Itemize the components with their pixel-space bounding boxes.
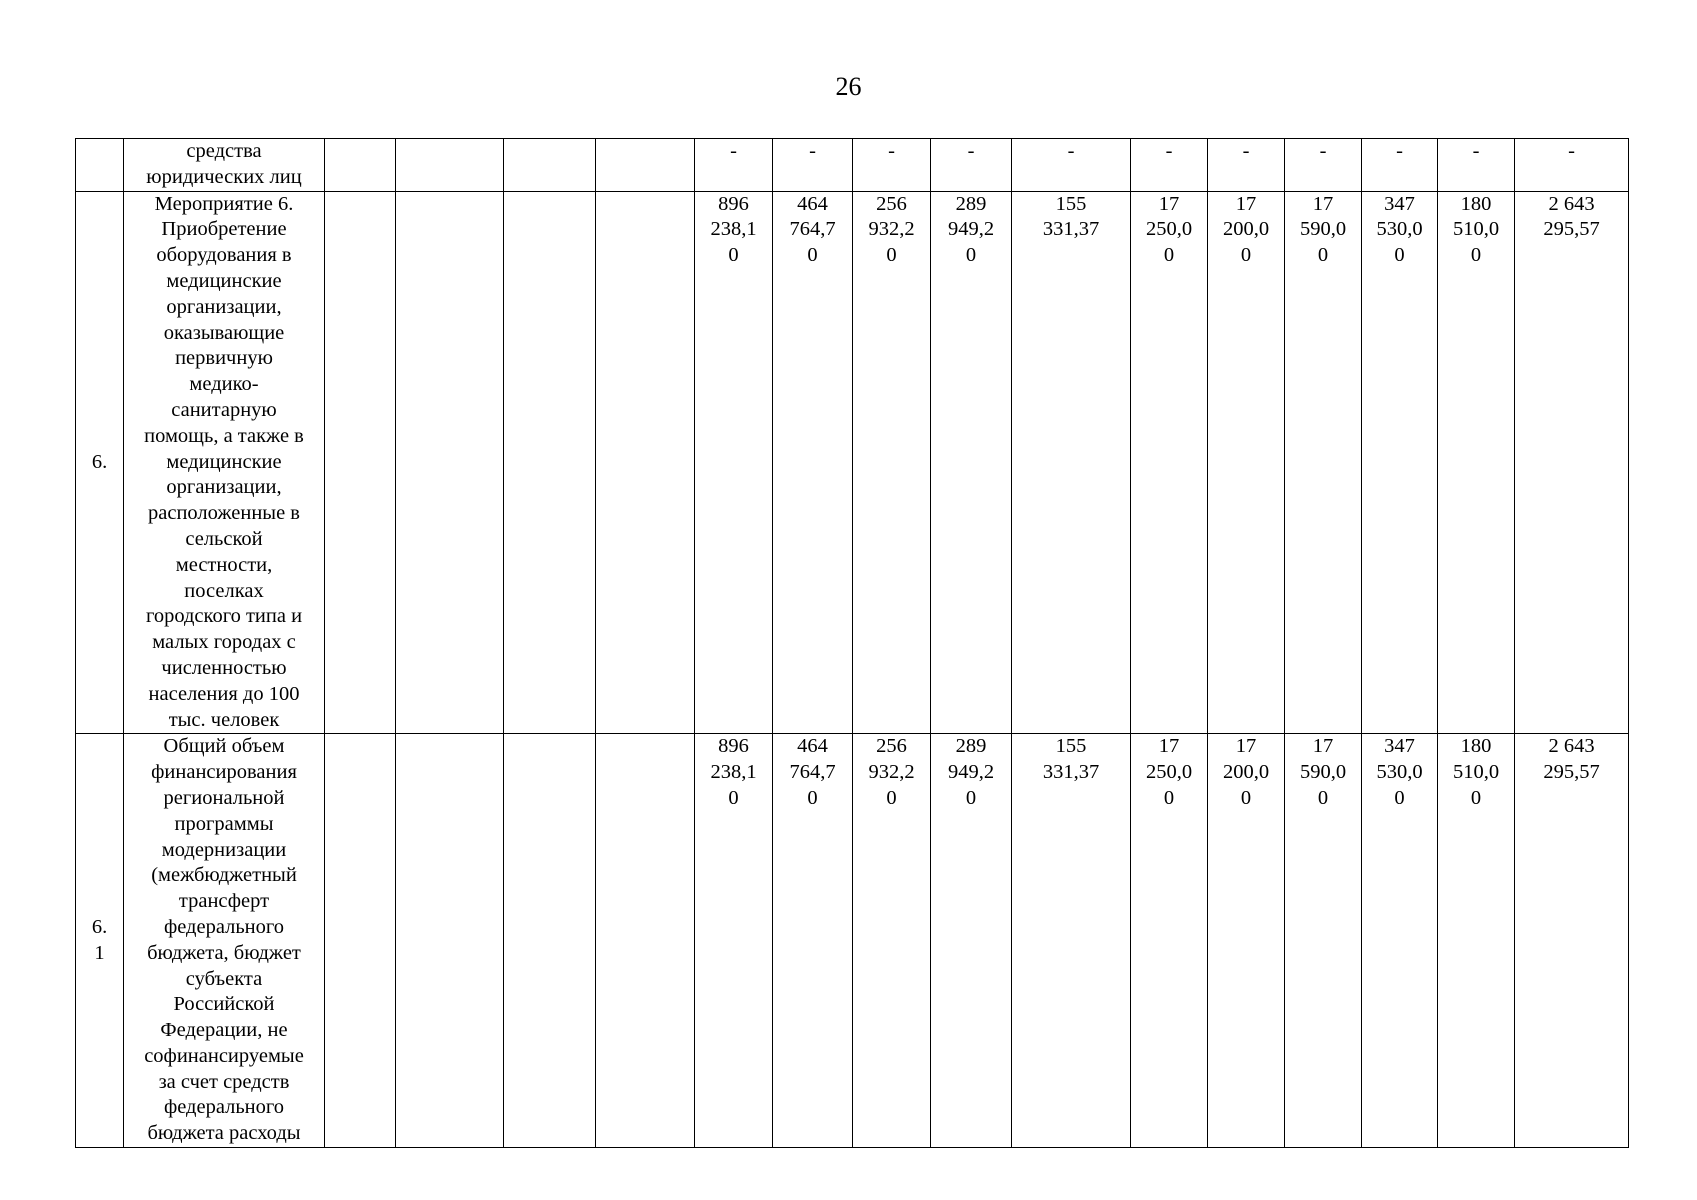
cell-line: 0: [965, 786, 977, 809]
cell-line: федерального: [163, 915, 285, 938]
cell-line: 0: [1163, 244, 1175, 267]
empty-cell: [504, 191, 596, 734]
value-cell: [931, 734, 1012, 1148]
cell-line: 896: [718, 735, 749, 758]
cell-line: 17: [1312, 735, 1334, 758]
cell-line: софинансируемые: [144, 1044, 304, 1067]
cell-line: 0: [1470, 244, 1482, 267]
cell-line: санитарную: [171, 398, 277, 421]
cell-line: 0: [1163, 786, 1175, 809]
table-row: [76, 191, 1629, 734]
value-cell: [695, 734, 773, 1148]
cell-line: медицинские: [166, 450, 282, 473]
cell-line: 17: [1235, 192, 1257, 215]
cell-line: городского типа и: [145, 605, 303, 628]
cell-line: оборудования в: [156, 244, 292, 267]
cell-line: -: [809, 140, 816, 162]
empty-cell: [325, 191, 396, 734]
cell-line: 0: [1394, 244, 1405, 267]
value-cell: [1208, 191, 1285, 734]
cell-line: 331,37: [1042, 218, 1100, 241]
cell-line: -: [1472, 140, 1480, 162]
cell-line: юридических лиц: [146, 165, 302, 188]
cell-line: субъекта: [185, 967, 263, 990]
value-cell: [1285, 191, 1362, 734]
cell-line: программы: [174, 812, 274, 835]
cell-line: 590,0: [1299, 761, 1347, 784]
cell-line: -: [1165, 140, 1173, 162]
cell-line: 0: [1470, 786, 1482, 809]
cell-line: средства: [186, 140, 262, 162]
cell-line: 0: [886, 244, 897, 267]
cell-line: 6.: [91, 915, 108, 938]
cell-line: 155: [1055, 735, 1087, 758]
cell-line: Российской: [173, 993, 275, 1016]
cell-line: Общий объем: [163, 735, 285, 758]
empty-cell: [396, 191, 504, 734]
empty-cell: [596, 191, 695, 734]
cell-line: 590,0: [1299, 218, 1347, 241]
cell-line: оказывающие: [163, 321, 285, 344]
value-cell: [1438, 191, 1515, 734]
value-cell: [1208, 734, 1285, 1148]
cell-line: финансирования: [151, 761, 297, 784]
value-cell: [773, 734, 853, 1148]
cell-line: 0: [965, 244, 977, 267]
row-name-cell: [124, 734, 325, 1148]
cell-line: -: [1319, 140, 1327, 162]
cell-line: первичную: [175, 347, 273, 370]
cell-line: сельской: [185, 527, 263, 550]
table-row: [76, 139, 1629, 192]
cell-line: 932,2: [868, 218, 915, 241]
value-cell: [853, 191, 931, 734]
cell-line: -: [888, 140, 895, 162]
budget-table: [75, 138, 1629, 1148]
value-cell: [1438, 139, 1515, 192]
value-cell: [1285, 734, 1362, 1148]
cell-line: 764,7: [789, 218, 836, 241]
value-cell: [1362, 139, 1438, 192]
cell-line: 764,7: [789, 761, 836, 784]
value-cell: [695, 191, 773, 734]
cell-line: 17: [1235, 735, 1257, 758]
cell-line: местности,: [175, 553, 273, 576]
value-cell: [1515, 139, 1629, 192]
value-cell: [1362, 734, 1438, 1148]
cell-line: 1: [94, 941, 105, 964]
cell-line: -: [730, 140, 737, 162]
cell-line: помощь, а также в: [144, 424, 304, 447]
cell-line: трансферт: [178, 890, 270, 913]
cell-line: 0: [807, 786, 818, 809]
cell-line: 932,2: [868, 761, 915, 784]
cell-line: 155: [1055, 192, 1087, 215]
value-cell: [853, 734, 931, 1148]
value-cell: [1208, 139, 1285, 192]
cell-line: 17: [1158, 192, 1180, 215]
cell-line: 0: [886, 786, 897, 809]
cell-line: 238,1: [710, 761, 757, 784]
value-cell: [773, 191, 853, 734]
value-cell: [695, 139, 773, 192]
cell-line: (межбюджетный: [151, 864, 297, 887]
cell-line: 200,0: [1222, 218, 1270, 241]
cell-line: 0: [1240, 786, 1252, 809]
value-cell: [1012, 734, 1131, 1148]
cell-line: Федерации, не: [160, 1019, 288, 1042]
cell-line: 464: [797, 192, 828, 215]
value-cell: [1131, 191, 1208, 734]
cell-line: -: [1568, 140, 1575, 162]
cell-line: 17: [1158, 735, 1180, 758]
cell-line: модернизации: [161, 838, 287, 861]
cell-line: 0: [728, 786, 739, 809]
cell-line: региональной: [163, 786, 285, 809]
cell-line: 0: [1240, 244, 1252, 267]
cell-line: 289: [955, 735, 987, 758]
cell-line: 0: [728, 244, 739, 267]
cell-line: 530,0: [1376, 761, 1423, 784]
cell-line: медицинские: [166, 269, 282, 292]
cell-line: 510,0: [1452, 218, 1500, 241]
value-cell: [853, 139, 931, 192]
value-cell: [1131, 734, 1208, 1148]
value-cell: [1515, 734, 1629, 1148]
cell-line: медико-: [189, 373, 259, 396]
cell-line: 510,0: [1452, 761, 1500, 784]
cell-line: -: [1242, 140, 1250, 162]
cell-line: 295,57: [1543, 218, 1600, 241]
page-number: 26: [835, 72, 862, 101]
empty-cell: [325, 734, 396, 1148]
cell-line: населения до 100: [148, 682, 300, 705]
row-number-cell: [76, 191, 124, 734]
table-row: [76, 734, 1629, 1148]
value-cell: [1012, 191, 1131, 734]
cell-line: 2 643: [1548, 735, 1595, 758]
cell-line: малых городах с: [152, 631, 296, 654]
cell-line: -: [967, 140, 975, 162]
empty-cell: [596, 139, 695, 192]
value-cell: [1362, 191, 1438, 734]
empty-cell: [504, 139, 596, 192]
empty-cell: [396, 734, 504, 1148]
cell-line: 331,37: [1042, 761, 1100, 784]
cell-line: расположенные в: [148, 502, 300, 525]
row-number-cell: [76, 734, 124, 1148]
cell-line: 180: [1460, 192, 1492, 215]
value-cell: [1285, 139, 1362, 192]
cell-line: 17: [1312, 192, 1334, 215]
empty-cell: [596, 734, 695, 1148]
value-cell: [1131, 139, 1208, 192]
empty-cell: [396, 139, 504, 192]
cell-line: бюджета, бюджет: [147, 941, 301, 964]
cell-line: 530,0: [1376, 218, 1423, 241]
cell-line: организации,: [166, 476, 282, 499]
value-cell: [931, 139, 1012, 192]
cell-line: 0: [1317, 244, 1329, 267]
cell-line: 464: [797, 735, 828, 758]
value-cell: [931, 191, 1012, 734]
cell-line: 949,2: [947, 761, 995, 784]
cell-line: 256: [876, 735, 907, 758]
cell-line: федерального: [163, 1096, 285, 1119]
cell-line: 347: [1384, 192, 1415, 215]
cell-line: 180: [1460, 735, 1492, 758]
value-cell: [773, 139, 853, 192]
row-name-cell: [124, 191, 325, 734]
empty-cell: [504, 734, 596, 1148]
cell-line: 6.: [91, 450, 108, 473]
cell-line: за счет средств: [158, 1070, 290, 1093]
value-cell: [1438, 734, 1515, 1148]
cell-line: 0: [1317, 786, 1329, 809]
cell-line: 2 643: [1548, 192, 1595, 215]
cell-line: 295,57: [1543, 761, 1600, 784]
cell-line: 238,1: [710, 218, 757, 241]
cell-line: 256: [876, 192, 907, 215]
cell-line: 250,0: [1145, 218, 1193, 241]
cell-line: организации,: [166, 295, 282, 318]
value-cell: [1515, 191, 1629, 734]
cell-line: Мероприятие 6.: [154, 192, 294, 215]
cell-line: Приобретение: [161, 218, 287, 241]
cell-line: 896: [718, 192, 749, 215]
cell-line: -: [1396, 140, 1403, 162]
row-name-cell: [124, 139, 325, 192]
cell-line: 347: [1384, 735, 1415, 758]
cell-line: поселках: [184, 579, 264, 602]
cell-line: тыс. человек: [168, 708, 280, 731]
cell-line: численностью: [161, 656, 287, 679]
empty-cell: [325, 139, 396, 192]
cell-line: бюджета расходы: [147, 1122, 301, 1145]
row-number-cell: [76, 139, 124, 192]
cell-line: 0: [807, 244, 818, 267]
cell-line: 200,0: [1222, 761, 1270, 784]
value-cell: [1012, 139, 1131, 192]
cell-line: 949,2: [947, 218, 995, 241]
cell-line: 0: [1394, 786, 1405, 809]
cell-line: 289: [955, 192, 987, 215]
cell-line: -: [1067, 140, 1075, 162]
cell-line: 250,0: [1145, 761, 1193, 784]
